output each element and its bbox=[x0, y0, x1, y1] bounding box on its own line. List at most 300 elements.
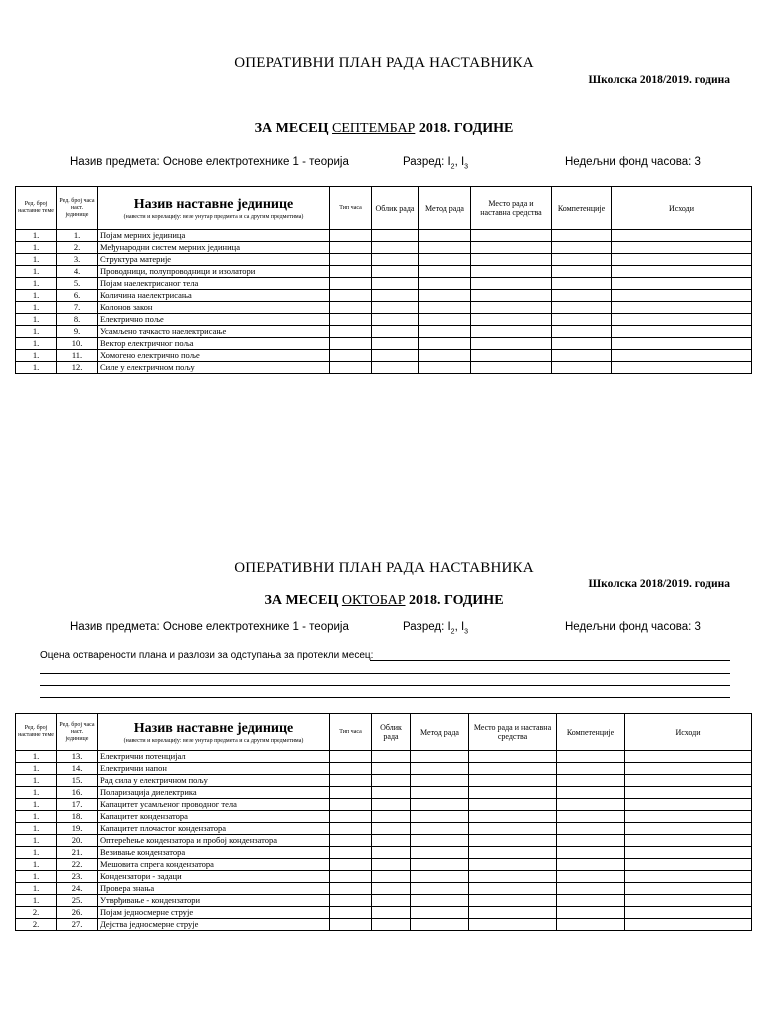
cell-empty bbox=[625, 871, 752, 883]
header-lesson-type: Тип часа bbox=[330, 187, 372, 230]
cell-empty bbox=[372, 775, 411, 787]
cell-unit-name: Вектор електричног поља bbox=[98, 338, 330, 350]
cell-unit-name: Дејства једносмерне струје bbox=[98, 919, 330, 931]
cell-empty bbox=[372, 266, 419, 278]
cell-empty bbox=[372, 751, 411, 763]
cell-empty bbox=[372, 362, 419, 374]
cell-empty bbox=[419, 362, 471, 374]
cell-empty bbox=[469, 763, 557, 775]
cell-empty bbox=[625, 895, 752, 907]
table-row bbox=[16, 835, 752, 847]
cell-unit-name: Појам једносмерне струје bbox=[98, 907, 330, 919]
cell-lesson-no: 21. bbox=[57, 847, 98, 859]
cell-empty bbox=[330, 242, 372, 254]
grade-label: Разред: I bbox=[403, 156, 451, 168]
table-row bbox=[16, 266, 752, 278]
cell-empty bbox=[625, 751, 752, 763]
table-row bbox=[16, 895, 752, 907]
cell-empty bbox=[552, 350, 612, 362]
cell-empty bbox=[330, 895, 372, 907]
cell-lesson-no: 25. bbox=[57, 895, 98, 907]
table-row bbox=[16, 314, 752, 326]
cell-empty bbox=[471, 230, 552, 242]
cell-empty bbox=[330, 751, 372, 763]
cell-empty bbox=[469, 787, 557, 799]
cell-empty bbox=[330, 859, 372, 871]
cell-lesson-no: 16. bbox=[57, 787, 98, 799]
cell-empty bbox=[419, 302, 471, 314]
cell-empty bbox=[557, 919, 625, 931]
cell-topic-no: 1. bbox=[16, 823, 57, 835]
cell-empty bbox=[372, 811, 411, 823]
cell-empty bbox=[411, 751, 469, 763]
cell-topic-no: 1. bbox=[16, 290, 57, 302]
cell-lesson-no: 11. bbox=[57, 350, 98, 362]
header-competences: Компетенције bbox=[552, 187, 612, 230]
cell-empty bbox=[372, 314, 419, 326]
cell-lesson-no: 19. bbox=[57, 823, 98, 835]
cell-empty bbox=[612, 242, 752, 254]
header-unit-name bbox=[98, 714, 330, 751]
cell-empty bbox=[469, 871, 557, 883]
evaluation-line bbox=[40, 697, 730, 698]
cell-lesson-no: 8. bbox=[57, 314, 98, 326]
cell-empty bbox=[372, 799, 411, 811]
cell-unit-name: Силе у електричном пољу bbox=[98, 362, 330, 374]
cell-empty bbox=[372, 919, 411, 931]
cell-lesson-no: 27. bbox=[57, 919, 98, 931]
cell-unit-name: Провера знања bbox=[98, 883, 330, 895]
cell-unit-name: Електрично поље bbox=[98, 314, 330, 326]
cell-unit-name: Међународни систем мерних јединица bbox=[98, 242, 330, 254]
cell-empty bbox=[471, 350, 552, 362]
header-unit-note: (навести и корелацију: везе унутар предмета и са другим предметима) bbox=[123, 214, 304, 220]
cell-empty bbox=[625, 859, 752, 871]
cell-empty bbox=[552, 302, 612, 314]
cell-empty bbox=[552, 362, 612, 374]
table-row bbox=[16, 811, 752, 823]
table-row bbox=[16, 326, 752, 338]
grade-sub: 3 bbox=[464, 628, 469, 636]
cell-empty bbox=[419, 254, 471, 266]
cell-empty bbox=[411, 775, 469, 787]
cell-empty bbox=[557, 751, 625, 763]
cell-topic-no: 1. bbox=[16, 835, 57, 847]
grade-sub: 2 bbox=[450, 163, 455, 171]
cell-empty bbox=[557, 859, 625, 871]
cell-empty bbox=[612, 326, 752, 338]
header-method: Метод рада bbox=[419, 187, 471, 230]
grade-label: Разред: I bbox=[403, 621, 451, 633]
cell-lesson-no: 24. bbox=[57, 883, 98, 895]
cell-empty bbox=[411, 823, 469, 835]
grade-september bbox=[403, 156, 468, 170]
cell-empty bbox=[557, 895, 625, 907]
grade-october bbox=[403, 621, 468, 635]
header-unit-name-title: Назив наставне јединице bbox=[133, 197, 294, 212]
cell-empty bbox=[411, 919, 469, 931]
cell-unit-name: Оптерећење кондензатора и пробој кондензатора bbox=[98, 835, 330, 847]
cell-empty bbox=[471, 278, 552, 290]
table-row bbox=[16, 350, 752, 362]
cell-lesson-no: 2. bbox=[57, 242, 98, 254]
table-row bbox=[16, 230, 752, 242]
cell-empty bbox=[330, 254, 372, 266]
doc-title-october: ОПЕРАТИВНИ ПЛАН РАДА НАСТАВНИКА bbox=[234, 560, 534, 576]
cell-empty bbox=[552, 254, 612, 266]
cell-empty bbox=[471, 254, 552, 266]
cell-empty bbox=[411, 811, 469, 823]
header-competences: Компетенције bbox=[557, 714, 625, 751]
cell-empty bbox=[471, 338, 552, 350]
cell-topic-no: 1. bbox=[16, 266, 57, 278]
cell-empty bbox=[330, 314, 372, 326]
table-row bbox=[16, 871, 752, 883]
cell-topic-no: 1. bbox=[16, 338, 57, 350]
cell-unit-name: Везивање кондензатора bbox=[98, 847, 330, 859]
header-outcomes: Исходи bbox=[625, 714, 752, 751]
cell-empty bbox=[419, 266, 471, 278]
cell-empty bbox=[612, 350, 752, 362]
weekly-hours-september: Недељни фонд часова: 3 bbox=[565, 156, 701, 168]
cell-empty bbox=[419, 230, 471, 242]
cell-lesson-no: 13. bbox=[57, 751, 98, 763]
school-year-october: Школска 2018/2019. година bbox=[588, 578, 730, 590]
cell-empty bbox=[557, 763, 625, 775]
header-lesson-type: Тип часа bbox=[330, 714, 372, 751]
cell-empty bbox=[625, 823, 752, 835]
subject-september: Назив предмета: Основе електротехнике 1 - теорија bbox=[70, 156, 349, 168]
month-suffix: 2018. ГОДИНЕ bbox=[409, 593, 504, 608]
cell-topic-no: 1. bbox=[16, 350, 57, 362]
header-outcomes: Исходи bbox=[612, 187, 752, 230]
cell-unit-name: Кондензатори - задаци bbox=[98, 871, 330, 883]
cell-empty bbox=[372, 326, 419, 338]
header-unit-name-title: Назив наставне јединице bbox=[133, 721, 294, 736]
cell-topic-no: 1. bbox=[16, 763, 57, 775]
month-heading-october bbox=[0, 593, 768, 609]
header-place: Место рада и наставна средства bbox=[471, 187, 552, 230]
cell-empty bbox=[330, 787, 372, 799]
table-row bbox=[16, 919, 752, 931]
header-unit-note: (навести и корелацију: везе унутар предмета и са другим предметима) bbox=[123, 738, 304, 744]
cell-unit-name: Колонов закон bbox=[98, 302, 330, 314]
table-row bbox=[16, 751, 752, 763]
cell-lesson-no: 10. bbox=[57, 338, 98, 350]
cell-empty bbox=[557, 787, 625, 799]
cell-empty bbox=[372, 895, 411, 907]
cell-topic-no: 1. bbox=[16, 787, 57, 799]
cell-lesson-no: 12. bbox=[57, 362, 98, 374]
cell-topic-no: 1. bbox=[16, 871, 57, 883]
cell-empty bbox=[625, 775, 752, 787]
cell-empty bbox=[372, 338, 419, 350]
cell-empty bbox=[552, 230, 612, 242]
cell-topic-no: 1. bbox=[16, 751, 57, 763]
cell-unit-name: Капацитет усамљеног проводног тела bbox=[98, 799, 330, 811]
cell-empty bbox=[469, 835, 557, 847]
cell-lesson-no: 1. bbox=[57, 230, 98, 242]
cell-empty bbox=[330, 338, 372, 350]
cell-topic-no: 2. bbox=[16, 907, 57, 919]
table-row bbox=[16, 787, 752, 799]
cell-empty bbox=[612, 338, 752, 350]
cell-unit-name: Проводници, полупроводници и изолатори bbox=[98, 266, 330, 278]
cell-empty bbox=[557, 835, 625, 847]
cell-empty bbox=[330, 871, 372, 883]
cell-empty bbox=[372, 871, 411, 883]
grade-sep: , I bbox=[454, 156, 465, 168]
cell-empty bbox=[330, 775, 372, 787]
cell-empty bbox=[411, 835, 469, 847]
cell-empty bbox=[612, 314, 752, 326]
cell-lesson-no: 20. bbox=[57, 835, 98, 847]
cell-lesson-no: 9. bbox=[57, 326, 98, 338]
cell-unit-name: Капацитет плочастог кондензатора bbox=[98, 823, 330, 835]
cell-lesson-no: 4. bbox=[57, 266, 98, 278]
cell-empty bbox=[372, 883, 411, 895]
cell-empty bbox=[372, 847, 411, 859]
cell-empty bbox=[557, 811, 625, 823]
cell-empty bbox=[411, 907, 469, 919]
cell-empty bbox=[469, 751, 557, 763]
cell-empty bbox=[625, 799, 752, 811]
table-row bbox=[16, 254, 752, 266]
cell-lesson-no: 15. bbox=[57, 775, 98, 787]
cell-unit-name: Хомогено електрично поље bbox=[98, 350, 330, 362]
cell-empty bbox=[372, 278, 419, 290]
cell-empty bbox=[411, 799, 469, 811]
cell-topic-no: 1. bbox=[16, 230, 57, 242]
cell-unit-name: Мешовита спрега кондензатора bbox=[98, 859, 330, 871]
cell-lesson-no: 7. bbox=[57, 302, 98, 314]
cell-empty bbox=[330, 350, 372, 362]
cell-empty bbox=[469, 907, 557, 919]
plan-table-october bbox=[15, 713, 752, 931]
cell-empty bbox=[411, 859, 469, 871]
cell-empty bbox=[372, 290, 419, 302]
cell-empty bbox=[419, 350, 471, 362]
cell-empty bbox=[469, 895, 557, 907]
cell-empty bbox=[557, 799, 625, 811]
cell-topic-no: 1. bbox=[16, 811, 57, 823]
cell-empty bbox=[625, 847, 752, 859]
cell-empty bbox=[330, 823, 372, 835]
cell-empty bbox=[372, 787, 411, 799]
table-row bbox=[16, 242, 752, 254]
cell-empty bbox=[557, 883, 625, 895]
cell-empty bbox=[552, 266, 612, 278]
cell-empty bbox=[330, 326, 372, 338]
cell-topic-no: 1. bbox=[16, 883, 57, 895]
cell-topic-no: 1. bbox=[16, 254, 57, 266]
cell-empty bbox=[625, 763, 752, 775]
table-row bbox=[16, 883, 752, 895]
cell-empty bbox=[419, 290, 471, 302]
cell-empty bbox=[612, 362, 752, 374]
school-year-september: Школска 2018/2019. година bbox=[588, 74, 730, 86]
cell-topic-no: 1. bbox=[16, 799, 57, 811]
cell-topic-no: 1. bbox=[16, 859, 57, 871]
cell-empty bbox=[469, 823, 557, 835]
header-lesson-no: Ред. број часа наст. јединице bbox=[57, 714, 98, 751]
cell-lesson-no: 18. bbox=[57, 811, 98, 823]
subject-october: Назив предмета: Основе електротехнике 1 - теорија bbox=[70, 621, 349, 633]
cell-empty bbox=[612, 254, 752, 266]
cell-empty bbox=[471, 326, 552, 338]
cell-empty bbox=[471, 314, 552, 326]
cell-empty bbox=[411, 787, 469, 799]
cell-empty bbox=[372, 302, 419, 314]
table-row bbox=[16, 799, 752, 811]
evaluation-line bbox=[40, 673, 730, 674]
cell-topic-no: 1. bbox=[16, 326, 57, 338]
cell-lesson-no: 6. bbox=[57, 290, 98, 302]
header-lesson-no: Ред. број часа наст. јединице bbox=[57, 187, 98, 230]
cell-empty bbox=[471, 302, 552, 314]
cell-empty bbox=[469, 775, 557, 787]
cell-empty bbox=[372, 763, 411, 775]
cell-empty bbox=[330, 835, 372, 847]
cell-topic-no: 1. bbox=[16, 314, 57, 326]
cell-empty bbox=[330, 799, 372, 811]
cell-empty bbox=[469, 799, 557, 811]
month-prefix: ЗА МЕСЕЦ bbox=[264, 593, 339, 608]
cell-empty bbox=[330, 302, 372, 314]
table-row bbox=[16, 362, 752, 374]
cell-empty bbox=[419, 326, 471, 338]
cell-empty bbox=[557, 847, 625, 859]
cell-empty bbox=[625, 907, 752, 919]
cell-empty bbox=[552, 326, 612, 338]
cell-empty bbox=[552, 242, 612, 254]
cell-empty bbox=[557, 823, 625, 835]
cell-empty bbox=[372, 242, 419, 254]
cell-empty bbox=[372, 350, 419, 362]
cell-empty bbox=[612, 290, 752, 302]
evaluation-line bbox=[370, 660, 730, 661]
header-topic-no: Ред. број наставне теме bbox=[16, 187, 57, 230]
plan-table-september bbox=[15, 186, 752, 374]
cell-empty bbox=[625, 811, 752, 823]
cell-empty bbox=[330, 847, 372, 859]
month-name-september: СЕПТЕМБАР bbox=[332, 121, 416, 136]
month-suffix: 2018. ГОДИНЕ bbox=[418, 121, 514, 136]
cell-empty bbox=[471, 242, 552, 254]
cell-empty bbox=[469, 859, 557, 871]
cell-empty bbox=[330, 811, 372, 823]
cell-empty bbox=[469, 811, 557, 823]
cell-lesson-no: 3. bbox=[57, 254, 98, 266]
cell-empty bbox=[330, 230, 372, 242]
cell-empty bbox=[469, 919, 557, 931]
cell-unit-name: Капацитет кондензатора bbox=[98, 811, 330, 823]
header-method: Метод рада bbox=[411, 714, 469, 751]
table-row bbox=[16, 907, 752, 919]
cell-empty bbox=[330, 266, 372, 278]
grade-sub: 3 bbox=[464, 163, 469, 171]
cell-empty bbox=[330, 763, 372, 775]
header-unit-name bbox=[98, 187, 330, 230]
cell-topic-no: 1. bbox=[16, 775, 57, 787]
evaluation-label: Оцена остварености плана и разлози за одступања за протекли месец: bbox=[40, 650, 374, 661]
header-form: Облик рада bbox=[372, 714, 411, 751]
cell-empty bbox=[411, 883, 469, 895]
cell-empty bbox=[612, 266, 752, 278]
header-topic-no: Ред. број наставне теме bbox=[16, 714, 57, 751]
cell-empty bbox=[612, 302, 752, 314]
cell-empty bbox=[411, 847, 469, 859]
cell-empty bbox=[372, 859, 411, 871]
cell-topic-no: 1. bbox=[16, 847, 57, 859]
cell-empty bbox=[469, 847, 557, 859]
cell-unit-name: Структура материје bbox=[98, 254, 330, 266]
cell-unit-name: Електрични напон bbox=[98, 763, 330, 775]
cell-empty bbox=[411, 763, 469, 775]
cell-empty bbox=[471, 266, 552, 278]
doc-title-september: ОПЕРАТИВНИ ПЛАН РАДА НАСТАВНИКА bbox=[234, 55, 534, 71]
cell-unit-name: Појам мерних јединица bbox=[98, 230, 330, 242]
month-name-october: ОКТОБАР bbox=[341, 593, 406, 608]
cell-empty bbox=[471, 362, 552, 374]
cell-empty bbox=[419, 278, 471, 290]
cell-topic-no: 1. bbox=[16, 302, 57, 314]
cell-empty bbox=[552, 278, 612, 290]
table-row bbox=[16, 763, 752, 775]
cell-topic-no: 1. bbox=[16, 895, 57, 907]
cell-empty bbox=[471, 290, 552, 302]
cell-unit-name: Поларизација диелектрика bbox=[98, 787, 330, 799]
cell-empty bbox=[330, 278, 372, 290]
cell-empty bbox=[372, 907, 411, 919]
cell-empty bbox=[469, 883, 557, 895]
month-prefix: ЗА МЕСЕЦ bbox=[254, 121, 329, 136]
cell-empty bbox=[330, 919, 372, 931]
table-row bbox=[16, 847, 752, 859]
table-row bbox=[16, 823, 752, 835]
cell-empty bbox=[557, 871, 625, 883]
grade-sep: , I bbox=[454, 621, 465, 633]
cell-lesson-no: 14. bbox=[57, 763, 98, 775]
cell-empty bbox=[552, 290, 612, 302]
weekly-hours-october: Недељни фонд часова: 3 bbox=[565, 621, 701, 633]
cell-empty bbox=[372, 835, 411, 847]
cell-unit-name: Количина наелектрисања bbox=[98, 290, 330, 302]
cell-empty bbox=[372, 823, 411, 835]
month-heading-september bbox=[0, 121, 768, 137]
table-row bbox=[16, 278, 752, 290]
table-row bbox=[16, 290, 752, 302]
cell-lesson-no: 23. bbox=[57, 871, 98, 883]
cell-empty bbox=[411, 895, 469, 907]
cell-empty bbox=[625, 919, 752, 931]
cell-empty bbox=[330, 290, 372, 302]
cell-topic-no: 1. bbox=[16, 278, 57, 290]
cell-unit-name: Утврђивање - кондензатори bbox=[98, 895, 330, 907]
cell-lesson-no: 26. bbox=[57, 907, 98, 919]
cell-empty bbox=[557, 775, 625, 787]
cell-unit-name: Рад сила у електричном пољу bbox=[98, 775, 330, 787]
cell-empty bbox=[612, 230, 752, 242]
cell-empty bbox=[419, 314, 471, 326]
cell-empty bbox=[372, 254, 419, 266]
cell-empty bbox=[330, 883, 372, 895]
table-row bbox=[16, 859, 752, 871]
cell-empty bbox=[411, 871, 469, 883]
cell-unit-name: Електрични потенцијал bbox=[98, 751, 330, 763]
header-form: Облик рада bbox=[372, 187, 419, 230]
cell-unit-name: Усамљено тачкасто наелектрисање bbox=[98, 326, 330, 338]
